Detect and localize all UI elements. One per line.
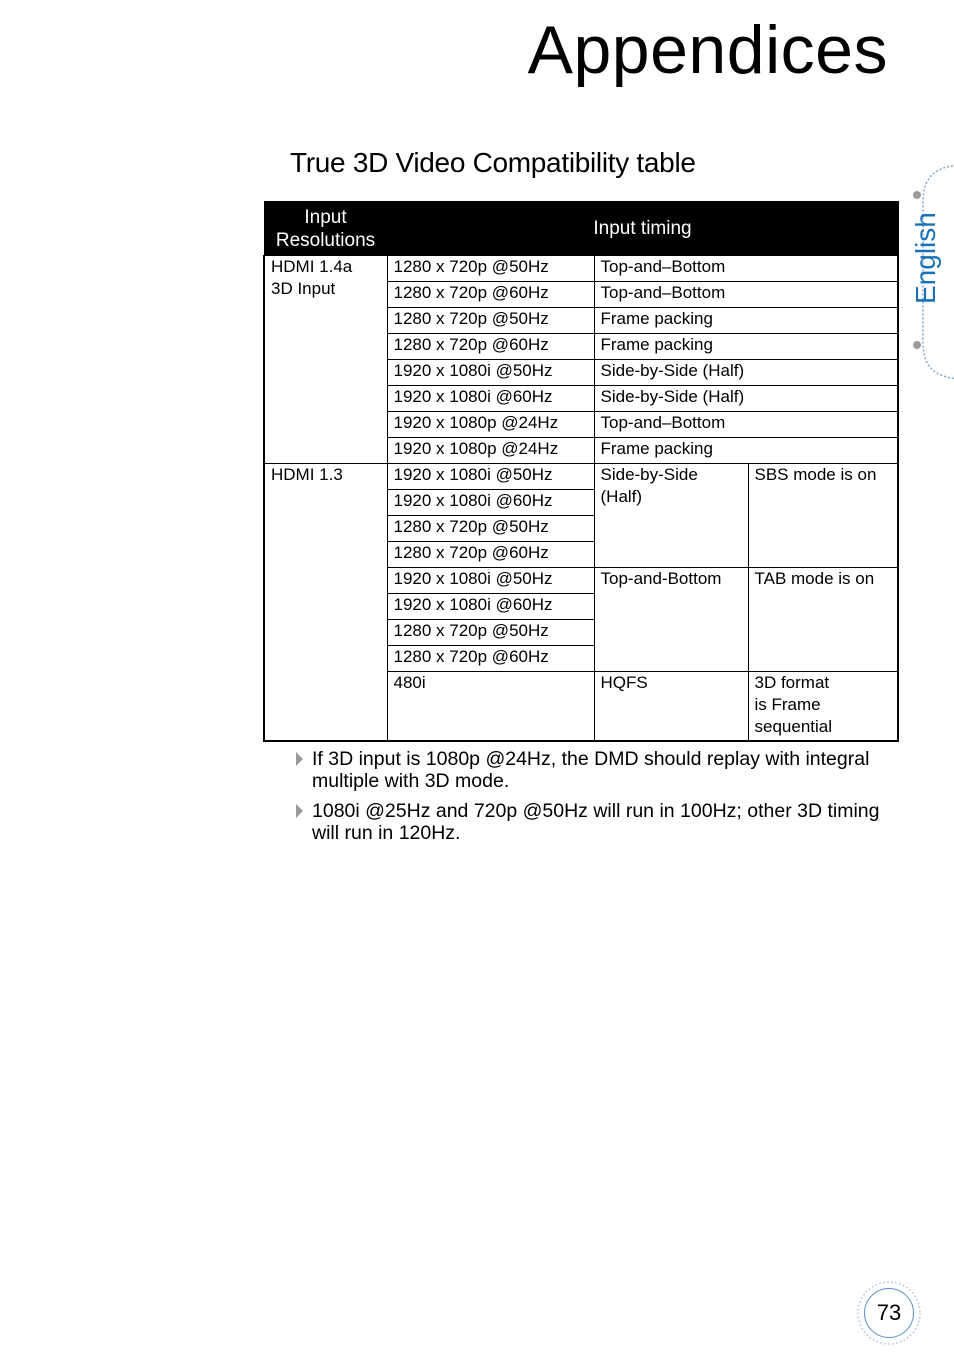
timing-cell: 1920 x 1080i @60Hz: [387, 386, 594, 412]
timing-cell: 1280 x 720p @60Hz: [387, 282, 594, 308]
format-cell: HQFS: [594, 672, 748, 742]
timing-cell: 1280 x 720p @50Hz: [387, 308, 594, 334]
mode-cell: SBS mode is on: [748, 464, 898, 568]
timing-cell: 1280 x 720p @50Hz: [387, 516, 594, 542]
timing-cell: 1920 x 1080i @60Hz: [387, 594, 594, 620]
format-cell: Frame packing: [594, 334, 898, 360]
triangle-bullet-icon: [296, 804, 303, 818]
timing-cell: 1920 x 1080p @24Hz: [387, 412, 594, 438]
mode-cell: 3D format is Frame sequential: [748, 672, 898, 742]
timing-cell: 1280 x 720p @60Hz: [387, 646, 594, 672]
hdmi13-label: HDMI 1.3: [264, 464, 387, 742]
format-cell: Side-by-Side (Half): [594, 360, 898, 386]
hdmi14-label: HDMI 1.4a 3D Input: [264, 256, 387, 464]
triangle-bullet-icon: [296, 752, 303, 766]
timing-cell: 1920 x 1080p @24Hz: [387, 438, 594, 464]
timing-cell: 1920 x 1080i @60Hz: [387, 490, 594, 516]
side-tab-label: English: [910, 212, 941, 304]
note-item: [294, 800, 904, 844]
note-text: If 3D input is 1080p @24Hz, the DMD should replay with integral multiple with 3D mode.: [312, 748, 870, 792]
page-number: 73: [864, 1288, 914, 1338]
notes-list: [294, 748, 904, 852]
format-cell: Top-and-Bottom: [594, 568, 748, 672]
note-item: [294, 748, 904, 792]
header-input-resolutions: Input Resolutions: [264, 202, 387, 256]
format-cell: Top-and–Bottom: [594, 282, 898, 308]
timing-cell: 1920 x 1080i @50Hz: [387, 360, 594, 386]
timing-cell: 1280 x 720p @60Hz: [387, 542, 594, 568]
note-text: 1080i @25Hz and 720p @50Hz will run in 100Hz; other 3D timing will run in 120Hz.: [312, 800, 880, 844]
page-number-badge: [856, 1280, 922, 1346]
table-row: [264, 464, 898, 490]
timing-cell: 1280 x 720p @50Hz: [387, 620, 594, 646]
timing-cell: 1920 x 1080i @50Hz: [387, 464, 594, 490]
format-cell: Frame packing: [594, 438, 898, 464]
format-cell: Side-by-Side (Half): [594, 464, 748, 568]
timing-cell: 1280 x 720p @50Hz: [387, 256, 594, 282]
header-input-timing: Input timing: [387, 202, 898, 256]
timing-cell: 1920 x 1080i @50Hz: [387, 568, 594, 594]
format-cell: Side-by-Side (Half): [594, 386, 898, 412]
page-title: Appendices: [527, 12, 888, 88]
format-cell: Top-and–Bottom: [594, 412, 898, 438]
timing-cell: 480i: [387, 672, 594, 742]
format-cell: Top-and–Bottom: [594, 256, 898, 282]
compatibility-table: [263, 201, 899, 742]
timing-cell: 1280 x 720p @60Hz: [387, 334, 594, 360]
mode-cell: TAB mode is on: [748, 568, 898, 672]
section-title: True 3D Video Compatibility table: [290, 147, 696, 178]
table-row: [264, 256, 898, 282]
format-cell: Frame packing: [594, 308, 898, 334]
